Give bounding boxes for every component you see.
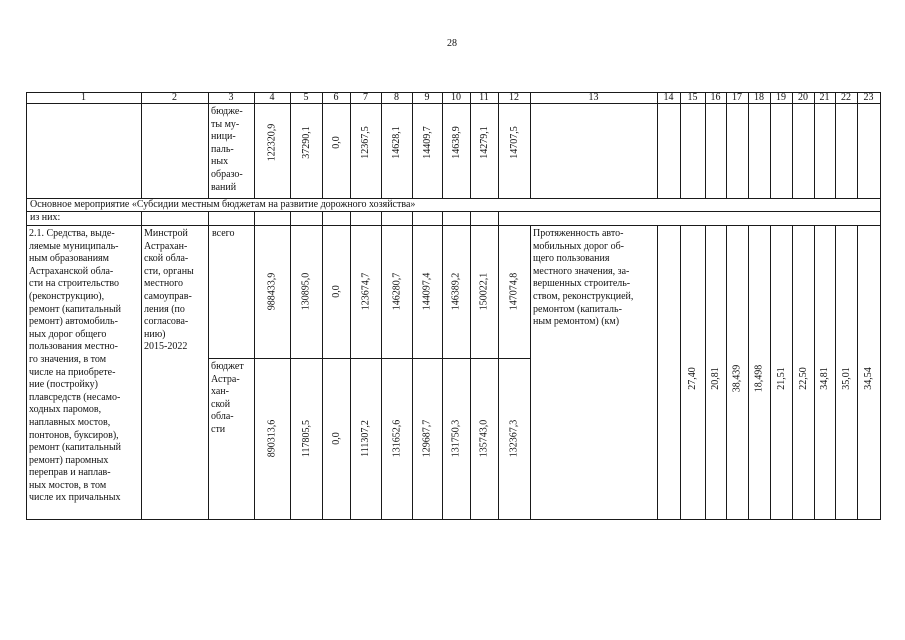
rule-vertical <box>254 225 255 519</box>
item-description-line: числе их причальных <box>29 492 121 504</box>
subrow-total-value: 123674,7 <box>359 272 371 311</box>
row1-value: 12367,5 <box>359 126 371 159</box>
rule-vertical <box>141 92 142 198</box>
rule-vertical <box>141 211 142 225</box>
subrow-regional-value: 890313,6 <box>266 419 278 458</box>
subrow-total-value: 144097,4 <box>421 272 433 311</box>
rule-vertical <box>208 211 209 225</box>
item-description-line: ние (постройку) <box>29 379 98 391</box>
rule-vertical <box>412 225 413 519</box>
rule-vertical <box>657 92 658 198</box>
rule-vertical <box>412 211 413 225</box>
rule-vertical <box>680 92 681 198</box>
indicator-value: 35,01 <box>840 366 852 390</box>
row1-value: 14638,9 <box>450 126 462 159</box>
row1-value: 122320,9 <box>266 123 278 162</box>
indicator-value: 20,81 <box>709 366 721 390</box>
rule-vertical <box>770 92 771 198</box>
subrow-regional-label-line: Астра- <box>211 373 240 385</box>
row1-budget-label-line: ты му- <box>211 118 240 130</box>
indicator-description <box>533 228 654 329</box>
column-number: 7 <box>363 92 368 103</box>
rule-vertical <box>254 211 255 225</box>
item-description-line: 2.1. Средства, выде- <box>29 228 115 239</box>
item-description-line: (реконструкцию), <box>29 290 105 302</box>
subrow-regional-value: 135743,0 <box>478 419 490 458</box>
rule-vertical <box>412 92 413 198</box>
column-number: 21 <box>819 92 830 103</box>
row1-budget-label-line: образо- <box>211 168 243 180</box>
subrow-total-label: всего <box>212 228 235 239</box>
subrow-regional-value: 129687,7 <box>421 419 433 458</box>
rule-vertical <box>322 92 323 198</box>
column-number: 11 <box>479 92 489 103</box>
item-responsible-line: местного <box>144 278 184 290</box>
indicator-value: 34,54 <box>862 366 874 390</box>
item-responsible-line: нию) <box>144 328 166 340</box>
rule-vertical <box>208 92 209 198</box>
rule-vertical <box>381 225 382 519</box>
rule-vertical <box>680 225 681 519</box>
row1-value: 37290,1 <box>300 126 312 159</box>
item-description-line: ремонт (капитальный <box>29 303 122 315</box>
page-number: 28 <box>447 38 457 49</box>
column-number: 13 <box>588 92 599 103</box>
item-responsible-line: ской обла- <box>144 253 189 265</box>
rule-vertical <box>835 92 836 198</box>
rule-vertical <box>470 92 471 198</box>
item-description-line: ным образованиям <box>29 253 109 265</box>
subrow-total-value: 988433,9 <box>266 272 278 311</box>
rule-vertical <box>880 92 881 520</box>
row1-value: 14628,1 <box>390 126 402 159</box>
subrow-total-value: 130895,0 <box>300 272 312 311</box>
rule-vertical <box>290 211 291 225</box>
indicator-description-line: мобильных дорог об- <box>533 240 624 252</box>
item-description-line: понтонов, буксиров), <box>29 429 119 441</box>
rule-vertical <box>498 92 499 198</box>
rule-vertical <box>290 92 291 198</box>
rule-including-bottom <box>26 225 880 226</box>
rule-vertical <box>748 225 749 519</box>
rule-vertical <box>726 92 727 198</box>
indicator-description-line: ремонтом (капиталь- <box>533 303 622 315</box>
rule-vertical <box>350 92 351 198</box>
item-description-line: ных мостов, в том <box>29 479 107 491</box>
rule-vertical <box>770 225 771 519</box>
rule-vertical <box>498 211 499 225</box>
subrow-regional-value: 111307,2 <box>359 420 371 457</box>
item-description-line: ных дорог общего <box>29 328 107 340</box>
item-description <box>29 228 138 505</box>
indicator-value: 22,50 <box>797 366 809 390</box>
row1-value: 14707,5 <box>508 126 520 159</box>
column-number: 5 <box>303 92 309 103</box>
item-description-line: наплавных мостов, <box>29 416 111 428</box>
rule-vertical <box>857 225 858 519</box>
column-number: 6 <box>333 92 339 103</box>
row1-budget-label-line: паль- <box>211 143 234 155</box>
indicator-description-line: Протяженность авто- <box>533 228 624 239</box>
item-description-line: пользования местно- <box>29 341 118 353</box>
item-description-line: ремонт) паромных <box>29 454 109 466</box>
rule-vertical <box>530 92 531 198</box>
including-label: из них: <box>30 212 61 223</box>
indicator-value: 34,81 <box>818 366 830 390</box>
rule-vertical <box>705 225 706 519</box>
indicator-description-line: ством, реконструкцией, <box>533 290 634 302</box>
column-number: 9 <box>424 92 430 103</box>
rule-vertical <box>350 225 351 519</box>
item-responsible-line: согласова- <box>144 316 189 328</box>
item-description-line: Астраханской обла- <box>29 265 114 277</box>
column-number: 16 <box>710 92 721 103</box>
main-event-title: Основное мероприятие «Субсидии местным бюджетам на развитие дорожного хозяйства» <box>30 199 416 210</box>
item-description-line: ремонт (капитальный <box>29 442 122 454</box>
indicator-value: 27,40 <box>686 366 698 390</box>
rule-vertical <box>705 92 706 198</box>
rule-vertical <box>322 211 323 225</box>
subrow-regional-value: 131750,3 <box>450 419 462 458</box>
subrow-regional-label-line: ской <box>211 398 231 410</box>
row1-value: 14409,7 <box>421 126 433 159</box>
subrow-total-value: 146280,7 <box>390 272 402 311</box>
item-responsible <box>144 228 205 354</box>
subrow-regional-value: 117805,5 <box>300 419 312 458</box>
item-description-line: ремонт) автомобиль- <box>29 316 118 328</box>
row1-budget-label-line: ных <box>211 156 229 168</box>
column-number: 15 <box>687 92 698 103</box>
rule-vertical <box>290 225 291 519</box>
subrow-regional-label-line: сти <box>211 423 226 435</box>
indicator-description-line: местного значения, за- <box>533 265 630 277</box>
rule-event-bottom <box>26 211 880 212</box>
item-responsible-line: сти, органы <box>144 265 194 277</box>
row1-budget-label-line: бюдже- <box>211 106 243 117</box>
rule-vertical <box>322 225 323 519</box>
rule-vertical <box>498 225 499 519</box>
column-number: 8 <box>394 92 399 103</box>
column-number: 19 <box>776 92 786 103</box>
row1-value: 0,0 <box>330 136 342 149</box>
item-responsible-line: Минстрой <box>144 228 188 239</box>
subrow-regional-value: 132367,3 <box>508 419 520 458</box>
indicator-description-line: вершенных строитель- <box>533 278 631 290</box>
indicator-value: 38,439 <box>731 364 743 392</box>
indicator-description-line: ным ремонтом) (км) <box>533 316 620 328</box>
item-description-line: сти на строительство <box>29 278 120 290</box>
rule-vertical <box>792 92 793 198</box>
rule-vertical <box>470 225 471 519</box>
row1-budget-label-line: ници- <box>211 131 236 143</box>
row1-budget-label <box>211 106 251 194</box>
subrow-total-value: 147074,8 <box>508 272 520 311</box>
column-number: 3 <box>228 92 234 103</box>
item-description-line: го значения, в том <box>29 353 107 365</box>
rule-vertical <box>381 211 382 225</box>
column-number: 23 <box>863 92 874 103</box>
subrow-regional-label-line: бюджет <box>211 361 244 372</box>
column-number: 20 <box>798 92 808 103</box>
rule-vertical <box>530 225 531 519</box>
subrow-regional-label-line: обла- <box>211 411 234 423</box>
subrow-total-value: 0,0 <box>330 285 342 298</box>
item-responsible-line: самоуправ- <box>144 290 192 302</box>
subrow-regional-value: 0,0 <box>330 432 342 445</box>
column-number: 18 <box>754 92 764 103</box>
rule-vertical <box>657 225 658 519</box>
item-responsible-line: 2015-2022 <box>144 341 188 353</box>
rule-vertical <box>208 225 209 519</box>
column-number: 1 <box>81 92 86 103</box>
item-description-line: плавсредств (несамо- <box>29 391 121 403</box>
rule-vertical <box>792 225 793 519</box>
rule-vertical <box>814 92 815 198</box>
column-number: 12 <box>509 92 519 103</box>
rule-vertical <box>814 225 815 519</box>
rule-vertical <box>442 211 443 225</box>
rule-vertical <box>470 211 471 225</box>
item-description-line: ляемые муниципаль- <box>29 240 119 252</box>
rule-vertical <box>726 225 727 519</box>
item-description-line: переправ и наплав- <box>29 467 111 479</box>
rule-vertical <box>442 225 443 519</box>
row1-value: 14279,1 <box>478 126 490 159</box>
column-number: 10 <box>451 92 461 103</box>
rule-vertical <box>254 92 255 198</box>
item-responsible-line: ления (по <box>144 303 185 315</box>
rule-vertical <box>442 92 443 198</box>
rule-vertical <box>748 92 749 198</box>
subrow-total-value: 150022,1 <box>478 272 490 311</box>
rule-vertical <box>26 92 27 520</box>
rule-vertical <box>381 92 382 198</box>
indicator-value: 18,498 <box>753 364 765 392</box>
column-number: 14 <box>663 92 674 103</box>
row1-budget-label-line: ваний <box>211 181 237 193</box>
rule-vertical <box>835 225 836 519</box>
item-description-line: числе на приобрете- <box>29 366 116 378</box>
column-number: 17 <box>732 92 742 103</box>
rule-bottom <box>26 519 880 520</box>
subrow-regional-label-line: хан- <box>211 386 229 398</box>
item-description-line: ходных паромов, <box>29 404 102 416</box>
subrow-regional-value: 131652,6 <box>390 419 402 458</box>
column-number: 4 <box>269 92 275 103</box>
subrow-regional-label <box>211 361 251 437</box>
indicator-value: 21,51 <box>775 366 787 390</box>
indicator-description-line: щего пользования <box>533 253 610 265</box>
rule-subrow-split <box>208 358 530 359</box>
rule-vertical <box>857 92 858 198</box>
subrow-total-value: 146389,2 <box>450 272 462 311</box>
column-number: 2 <box>172 92 177 103</box>
item-responsible-line: Астрахан- <box>144 240 188 252</box>
column-number: 22 <box>841 92 851 103</box>
rule-vertical <box>141 225 142 519</box>
rule-vertical <box>350 211 351 225</box>
